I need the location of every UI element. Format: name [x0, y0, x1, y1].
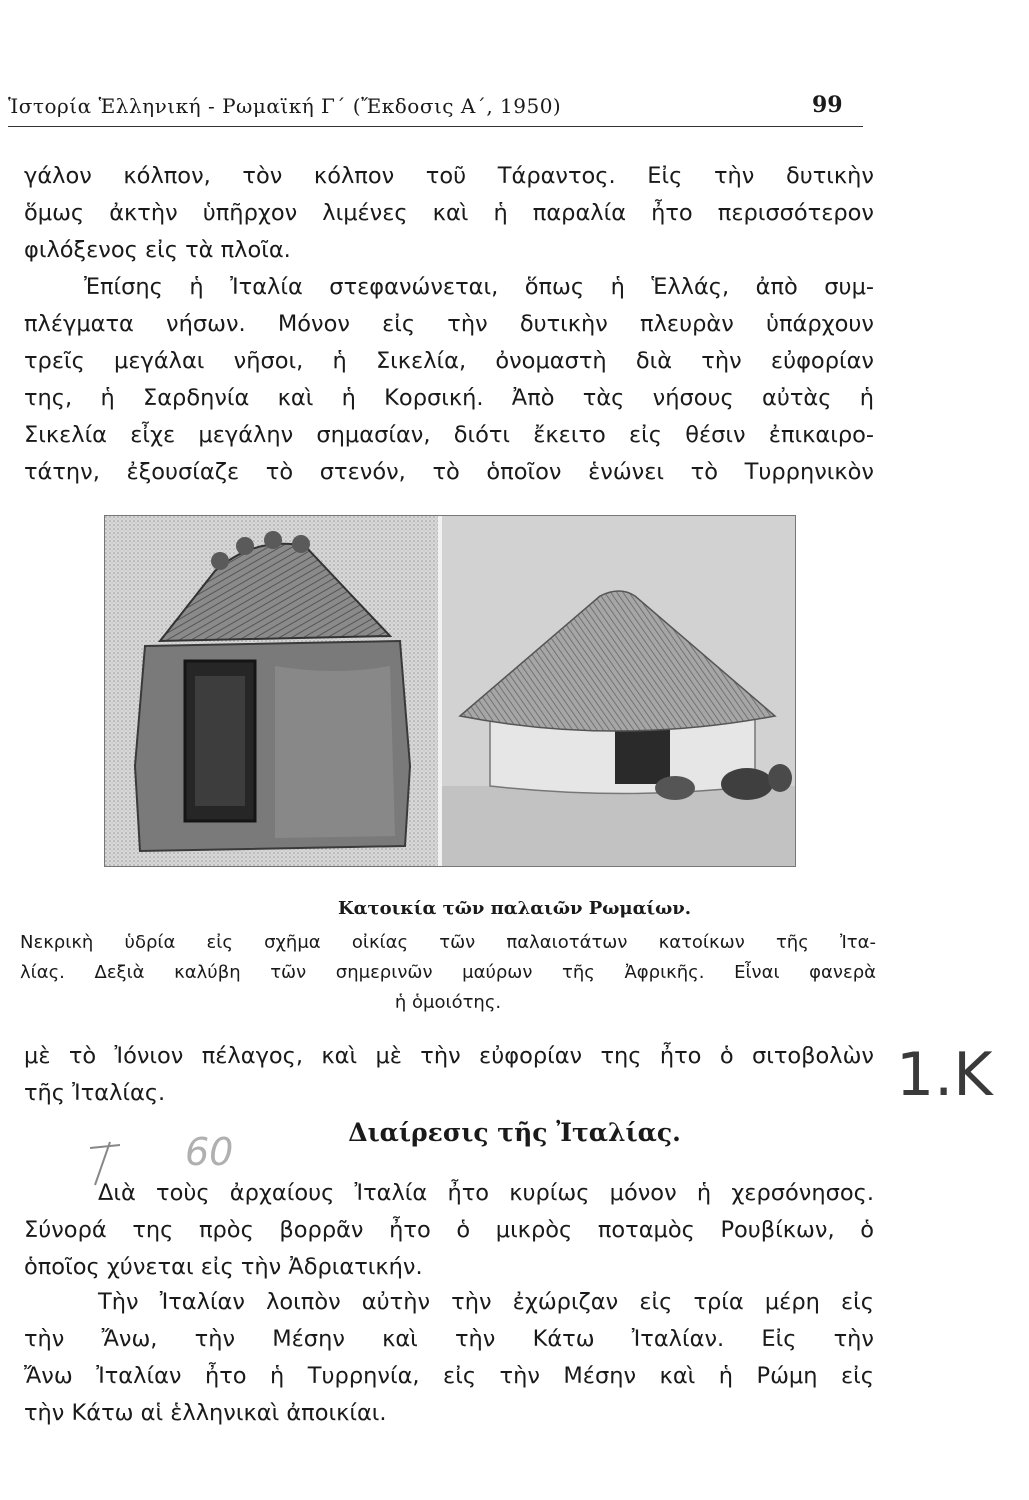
paragraph-1: [24, 158, 874, 269]
text-line: φιλόξενος εἰς τὰ πλοῖα.: [24, 237, 291, 263]
paragraph-3: [24, 1038, 874, 1112]
text-line: Ἄνω Ἰταλίαν ἦτο ἡ Τυρρηνία, εἰς τὴν Μέσην καὶ ἡ Ρώμη εἰς: [24, 1363, 874, 1389]
text-line: Ἐπίσης ἡ Ἰταλία στεφανώνεται, ὅπως ἡ Ἑλλάς, ἀπὸ συμ-: [84, 274, 874, 300]
text-line: γάλον κόλπον, τὸν κόλπον τοῦ Τάραντος. Εἰς τὴν δυτικὴν: [24, 163, 874, 189]
paragraph-5: [24, 1284, 874, 1432]
text-line: της, ἡ Σαρδηνία καὶ ἡ Κορσική. Ἀπὸ τὰς νήσους αὐτὰς ἡ: [24, 385, 874, 411]
caption-line: Νεκρικὴ ὑδρία εἰς σχῆμα οἰκίας τῶν παλαιοτάτων κατοίκων τῆς Ἰτα-: [20, 932, 876, 953]
text-line: μὲ τὸ Ἰόνιον πέλαγος, καὶ μὲ τὴν εὐφορίαν της ἦτο ὁ σιτοβολὼν: [24, 1043, 874, 1069]
text-line: ὅμως ἀκτὴν ὑπῆρχον λιμένες καὶ ἡ παραλία ἦτο περισσότερον: [24, 200, 874, 226]
text-line: τὴν Κάτω αἱ ἑλληνικαὶ ἀποικίαι.: [24, 1400, 387, 1426]
figure-photographs: [104, 515, 796, 867]
african-hut-photo: [442, 516, 795, 866]
caption-line: λίας. Δεξιὰ καλύβη τῶν σημερινῶν μαύρων τῆς Ἀφρικῆς. Εἶναι φανερὰ: [20, 962, 876, 983]
burial-urn-photo: [105, 516, 438, 866]
text-line: Σύνορά της πρὸς βορρᾶν ἦτο ὁ μικρὸς ποταμὸς Ρουβίκων, ὁ: [24, 1217, 874, 1243]
caption-line: ἡ ὁμοιότης.: [394, 992, 502, 1013]
text-line: τάτην, ἐξουσίαζε τὸ στενόν, τὸ ὁποῖον ἑνώνει τὸ Τυρρηνικὸν: [24, 459, 874, 485]
running-header: Ἱστορία Ἑλληνική - Ρωμαϊκή Γ΄ (Ἔκδοσις Α΄, 1950): [8, 94, 562, 118]
paragraph-2: [24, 269, 874, 491]
text-line: Σικελία εἶχε μεγάλην σημασίαν, διότι ἔκειτο εἰς θέσιν ἐπικαιρο-: [24, 422, 874, 448]
text-line: Διὰ τοὺς ἀρχαίους Ἰταλία ἦτο κυρίως μόνον ἡ χερσόνησος.: [98, 1180, 874, 1206]
pencil-cross-mark: [85, 1140, 125, 1190]
header-rule: [8, 126, 863, 127]
text-line: τὴν Ἄνω, τὴν Μέσην καὶ τὴν Κάτω Ἰταλίαν. Εἰς τὴν: [24, 1326, 874, 1352]
text-line: Τὴν Ἰταλίαν λοιπὸν αὐτὴν τὴν ἐχώριζαν εἰς τρία μέρη εἰς: [98, 1289, 874, 1315]
text-line: τῆς Ἰταλίας.: [24, 1080, 166, 1106]
text-line: πλέγματα νήσων. Μόνον εἰς τὴν δυτικὴν πλευρὰν ὑπάρχουν: [24, 311, 874, 337]
figure-caption-title: Κατοικία τῶν παλαιῶν Ρωμαίων.: [337, 898, 692, 919]
pencil-note: 60: [185, 1130, 234, 1174]
section-heading: Διαίρεσις τῆς Ἰταλίας.: [348, 1118, 681, 1147]
text-line: τρεῖς μεγάλαι νῆσοι, ἡ Σικελία, ὀνομαστὴ διὰ τὴν εὐφορίαν: [24, 348, 874, 374]
paragraph-4: [24, 1175, 874, 1286]
figure-caption: [20, 928, 876, 1018]
page-number: 99: [812, 92, 843, 118]
text-line: ὁποῖος χύνεται εἰς τὴν Ἀδριατικήν.: [24, 1254, 423, 1280]
margin-handwritten-mark: 1.K: [896, 1040, 993, 1110]
